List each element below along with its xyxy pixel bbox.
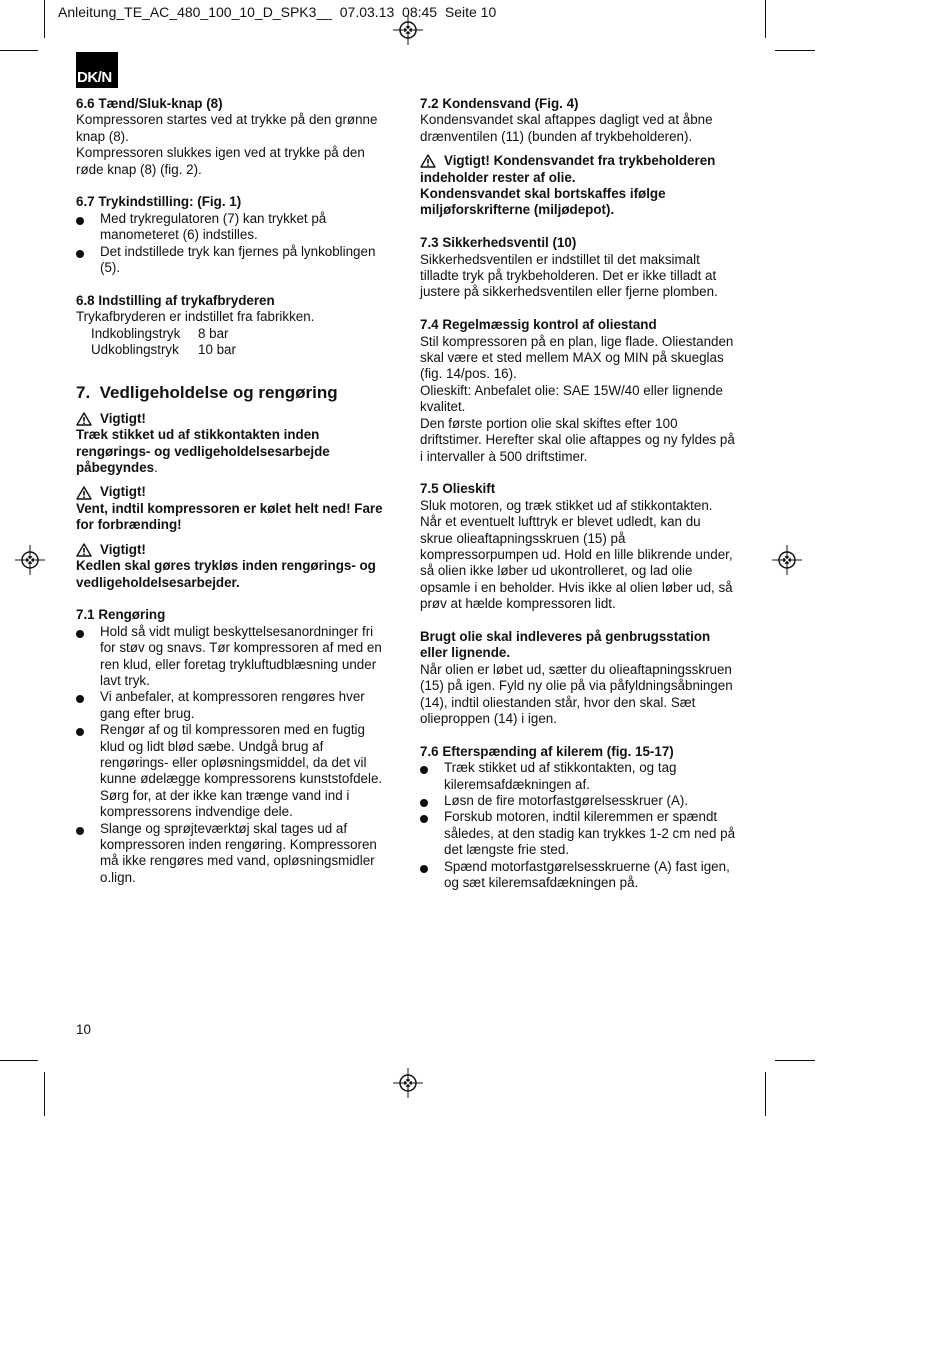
registration-mark-icon: [15, 545, 45, 575]
text-line: kvalitet.: [420, 399, 466, 415]
text-line: Kompressoren startes ved at trykke på den grønne: [76, 112, 378, 128]
warning-text: indeholder rester af olie.: [420, 169, 576, 185]
section-heading: 6.7 Trykindstilling: (Fig. 1): [76, 194, 242, 210]
bullet-item: Løsn de fire motorfastgørelsesskruer (A).: [420, 793, 750, 809]
section-heading: Brugt olie skal indleveres på genbrugsstation: [420, 628, 711, 644]
text-line: Olieskift: Anbefalet olie: SAE 15W/40 eller lignende: [420, 382, 723, 398]
section-heading: 7.2 Kondensvand (Fig. 4): [420, 96, 579, 111]
section-heading: 7.3 Sikkerhedsventil (10): [420, 235, 577, 251]
bullet-item: Slange og sprøjteværktøj skal tages ud af kompressoren inden rengøring. Kompressoren må ikke rengøres med vand, opløsningsmidler o.lign.: [76, 821, 396, 887]
bullet-item: Spænd motorfastgørelsesskruerne (A) fast igen, og sæt kileremsafdækningen på.: [420, 859, 750, 892]
warning-label: Vigtigt! Kondensvandet fra trykbeholderen: [420, 153, 750, 169]
bullet-item: Forskub motoren, indtil kileremmen er spændt således, at den stadig kan trykkes 1-2 cm ned på det længste frie sted.: [420, 809, 750, 858]
text-line: Den første portion olie skal skiftes efter 100: [420, 415, 678, 431]
text-line: Når et eventuelt lufttryk er blevet udledt, kan du: [420, 514, 701, 530]
registration-mark-icon: [393, 15, 423, 45]
bullet-item: Med trykregulatoren (7) kan trykket på manometeret (6) indstilles.: [76, 211, 396, 244]
text-line: skrue olieaftapningsskruen (15) på: [420, 530, 626, 546]
text-line: Kondensvandet skal aftappes dagligt ved at åbne: [420, 112, 713, 128]
section-heading: 7.6 Efterspænding af kilerem (fig. 15-17): [420, 743, 674, 759]
section-heading: 7.1 Rengøring: [76, 607, 166, 623]
text-line: (14), indtil oliestanden står, hvor den skal. Sæt: [420, 694, 696, 710]
warning-text: rengørings- og vedligeholdelsesarbejde: [76, 443, 330, 459]
bullet-item: Hold så vidt muligt beskyttelsesanordninger fri for støv og snavs. Tør kompressoren af med en ren klud, eller foretag trykluftudblæsning under lavt tryk.: [76, 624, 396, 690]
text-line: olieproppen (14) i igen.: [420, 710, 557, 726]
text-line: (fig. 14/pos. 16).: [420, 366, 517, 382]
warning-label: Vigtigt!: [76, 411, 396, 427]
crop-mark: [44, 0, 45, 38]
bullet-item: Træk stikket ud af stikkontakten, og tag kileremsafdækningen af.: [420, 760, 750, 793]
chapter-heading: 7. Vedligeholdelse og rengøring: [76, 382, 338, 402]
warning-triangle-icon: [76, 412, 92, 426]
registration-mark-icon: [772, 545, 802, 575]
warning-text: påbegyndes.: [76, 460, 158, 476]
page-number: 10: [76, 1022, 91, 1037]
print-slug: Anleitung_TE_AC_480_100_10_D_SPK3__ 07.03.13 08:45 Seite 10: [58, 4, 497, 20]
bullet-item: Rengør af og til kompressoren med en fugtig klud og lidt blød sæbe. Undgå brug af rengørings- eller opløsningsmiddel, da det vil kunne ødelægge kompressorens kunststofdele. Sørg for, at der ikke kan trænge vand ind i kompressorens indvendige dele.: [76, 722, 396, 820]
warning-label: Vigtigt!: [76, 542, 396, 558]
crop-mark: [0, 50, 38, 51]
text-line: Sluk motoren, og træk stikket ud af stikkontakten.: [420, 497, 713, 513]
text-line: prøv at hælde kompressoren lidt.: [420, 596, 616, 612]
crop-mark: [44, 1072, 45, 1116]
text-line: røde knap (8) (fig. 2).: [76, 161, 202, 177]
warning-text: Kondensvandet skal bortskaffes ifølge: [420, 186, 666, 202]
text-line: Stil kompressoren på en plan, lige flade. Oliestanden: [420, 333, 734, 349]
text-line: justere på sikkerhedsventilen eller fjerne plomben.: [420, 284, 718, 300]
warning-triangle-icon: [76, 486, 92, 500]
registration-mark-icon: [393, 1068, 423, 1098]
warning-text: Vent, indtil kompressoren er kølet helt ned! Fare: [76, 500, 383, 516]
crop-mark: [0, 1060, 38, 1061]
bullet-item: Vi anbefaler, at kompressoren rengøres hver gang efter brug.: [76, 689, 396, 722]
right-column: [420, 96, 750, 891]
bullet-item: Det indstillede tryk kan fjernes på lynkoblingen (5).: [76, 244, 396, 277]
text-line: tilladte tryk på trykbeholderen. Det er ikke tilladt at: [420, 268, 717, 284]
text-line: så olien ikke løber ud ukontrolleret, og lad olie: [420, 563, 693, 579]
warning-text: vedligeholdelsesarbejder.: [76, 574, 240, 590]
crop-mark: [775, 50, 815, 51]
warning-text: miljøforskrifterne (miljødepot).: [420, 202, 615, 218]
text-line: i intervaller à 500 driftstimer.: [420, 448, 588, 464]
warning-text: Træk stikket ud af stikkontakten inden: [76, 427, 320, 443]
warning-label: Vigtigt!: [76, 484, 396, 500]
text-line: (15) på igen. Fyld ny olie på via påfyldningsåbningen: [420, 678, 733, 694]
setting-row: Udkoblingstryk 10 bar: [91, 342, 236, 358]
text-line: opsamle i en beholder. Hvis ikke al olien løber ud, så: [420, 579, 733, 595]
text-line: knap (8).: [76, 128, 129, 144]
setting-row: Indkoblingstryk 8 bar: [91, 325, 229, 341]
crop-mark: [775, 1060, 815, 1061]
left-column: [76, 96, 396, 886]
section-heading: 7.5 Olieskift: [420, 481, 496, 497]
section-heading: 6.8 Indstilling af trykafbryderen: [76, 292, 275, 308]
language-badge: DK/N: [76, 52, 118, 88]
text-line: Trykafbryderen er indstillet fra fabrikken.: [76, 309, 315, 325]
text-line: kompressorpumpen ud. Hold en lille blikrende under,: [420, 546, 733, 562]
text-line: Sikkerhedsventilen er indstillet til det maksimalt: [420, 251, 700, 267]
warning-text: for forbrænding!: [76, 517, 182, 533]
text-line: Når olien er løbet ud, sætter du olieaftapningsskruen: [420, 661, 732, 677]
section-heading: 7.4 Regelmæssig kontrol af oliestand: [420, 317, 657, 333]
warning-triangle-icon: [76, 543, 92, 557]
text-line: drænventilen (11) (bunden af trykbeholderen).: [420, 128, 693, 144]
text-line: skal være et sted mellem MAX og MIN på skueglas: [420, 350, 724, 366]
crop-mark: [765, 0, 766, 38]
warning-text: Kedlen skal gøres trykløs inden rengørings- og: [76, 558, 376, 574]
section-heading: 6.6 Tænd/Sluk-knap (8): [76, 96, 223, 111]
section-heading: eller lignende.: [420, 645, 511, 661]
crop-mark: [765, 1072, 766, 1116]
text-line: driftstimer. Herefter skal olie aftappes og ny fyldes på: [420, 432, 735, 448]
text-line: Kompressoren slukkes igen ved at trykke på den: [76, 145, 365, 161]
warning-triangle-icon: [420, 154, 436, 168]
